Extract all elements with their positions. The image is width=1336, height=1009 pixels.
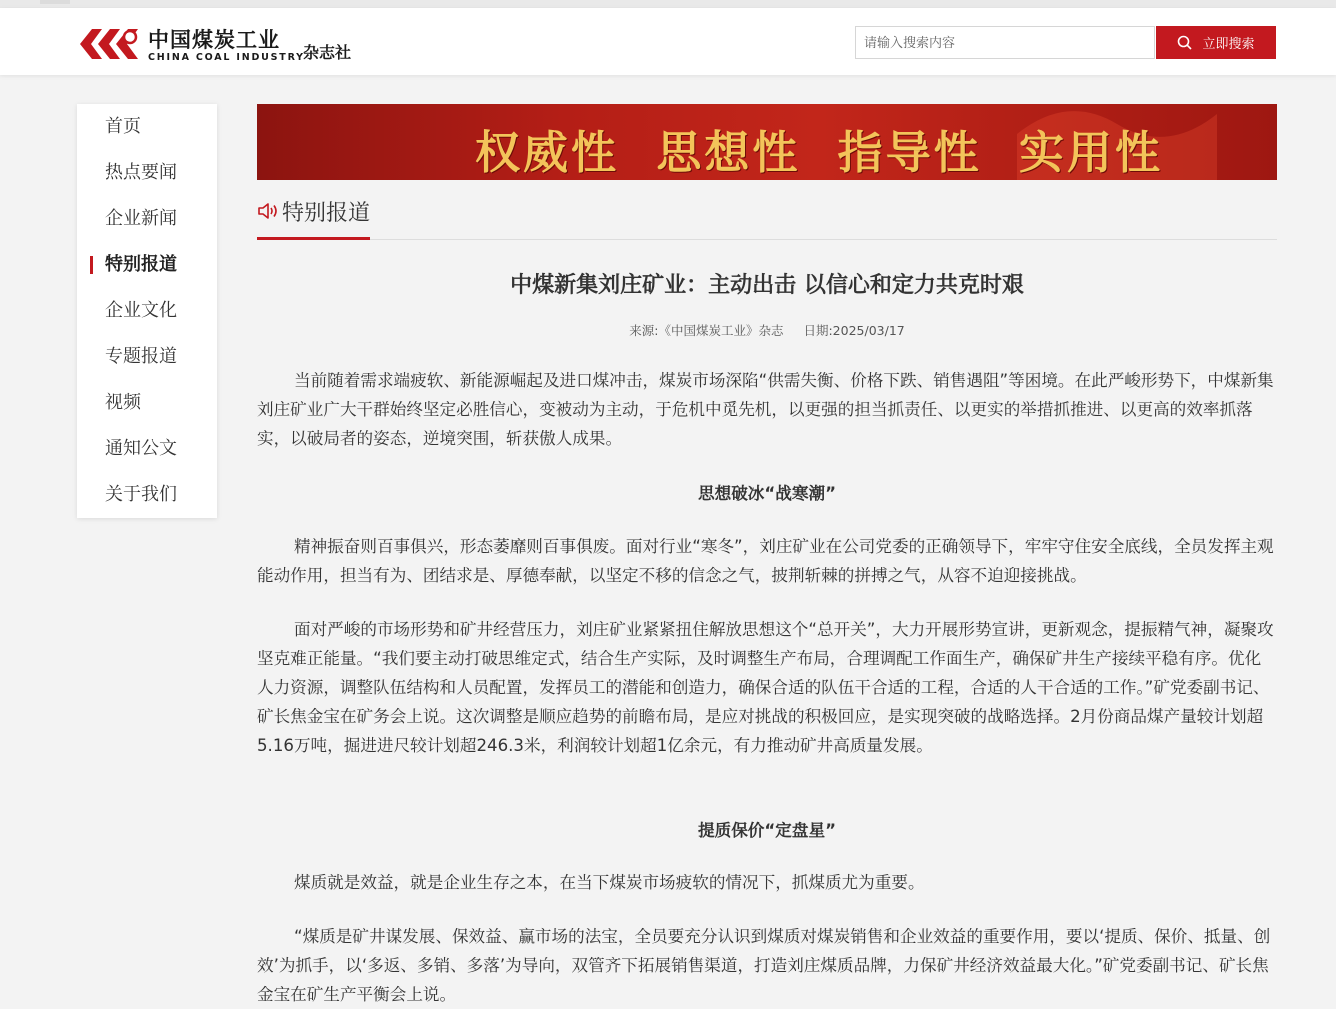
search-icon: [1177, 35, 1192, 50]
article-paragraph: 面对严峻的市场形势和矿井经营压力，刘庄矿业紧紧扭住解放思想这个“总开关”，大力开展形势宣讲，更新观念，提振精气神，凝聚攻坚克难正能量。“我们要主动打破思维定式，结合生产实际，及时调整生产布局，合理调配工作面生产，确保矿井生产接续平稳有序。优化人力资源，调整队伍结构和人员配置，发挥员工的潜能和创造力，确保合适的队伍干合适的工程，合适的人干合适的工作。”矿党委副书记、矿长焦金宝在矿务会上说。这次调整是顺应趋势的前瞻布局，是应对挑战的积极回应，是实现突破的战略选择。2月份商品煤产量较计划超5.16万吨，掘进进尺较计划超246.3米，利润较计划超1亿余元，有力推动矿井高质量发展。: [257, 620, 1274, 755]
article-subheading: 思想破冰“战寒潮”: [698, 484, 836, 503]
coal-logo-icon: [78, 27, 140, 61]
sidebar-nav: [77, 104, 217, 518]
article-paragraph: 煤质就是效益，就是企业生存之本，在当下煤炭市场疲软的情况下，抓煤质尤为重要。: [294, 873, 925, 892]
logo-chinese-name: 中国煤炭工业: [148, 27, 280, 52]
sidebar-item-hot-news[interactable]: 热点要闻: [105, 162, 177, 183]
sidebar-item-video[interactable]: 视频: [105, 392, 141, 413]
search-input[interactable]: [855, 26, 1155, 59]
site-header: [0, 8, 1336, 75]
sidebar-item-about[interactable]: 关于我们: [105, 484, 177, 505]
slogan-banner: [257, 104, 1277, 180]
sidebar-item-special-report[interactable]: 特别报道: [77, 242, 217, 288]
section-divider: [257, 239, 1277, 240]
banner-slogan: 权威性 思想性 指导性 实用性: [475, 126, 1163, 179]
article-subheading: 提质保价“定盘星”: [698, 821, 836, 840]
sidebar-item-culture[interactable]: 企业文化: [105, 300, 177, 321]
site-logo[interactable]: [78, 24, 378, 64]
logo-subtitle: 杂志社: [303, 43, 352, 62]
article-title: 中煤新集刘庄矿业：主动出击 以信心和定力共克时艰: [510, 273, 1024, 298]
speaker-icon: [257, 201, 279, 221]
article-meta: [257, 321, 1277, 339]
sidebar-item-notices[interactable]: 通知公文: [105, 438, 177, 459]
section-underline: [257, 237, 370, 240]
section-title: 特别报道: [282, 201, 371, 226]
article-paragraph: “煤质是矿井谋发展、保效益、赢市场的法宝，全员要充分认识到煤质对煤炭销售和企业效益的重要作用，要以‘提质、保价、抵量、创效’为抓手，以‘多返、多销、多落’为导向，双管齐下拓展销售渠道，打造刘庄煤质品牌，力保矿井经济效益最大化。”矿党委副书记、矿长焦金宝在矿生产平衡会上说。: [257, 927, 1271, 1004]
search-button-label: 立即搜索: [1202, 37, 1255, 52]
article-paragraph: 当前随着需求端疲软、新能源崛起及进口煤冲击，煤炭市场深陷“供需失衡、价格下跌、销售遇阻”等困境。在此严峻形势下，中煤新集刘庄矿业广大干群始终坚定必胜信心，变被动为主动，于危机中觅先机，以更强的担当抓责任、以更实的举措抓推进、以更高的效率抓落实，以破局者的姿态，逆境突围，斩获傲人成果。: [257, 371, 1274, 448]
browser-top-strip: [0, 0, 1336, 8]
article-source: 来源:《中国煤炭工业》杂志: [629, 323, 784, 338]
article-paragraph: 精神振奋则百事俱兴，形态萎靡则百事俱废。面对行业“寒冬”，刘庄矿业在公司党委的正确领导下，牢牢守住安全底线，全员发挥主观能动作用，担当有为、团结求是、厚德奉献，以坚定不移的信念之气，披荆斩棘的拼搏之气，从容不迫迎接挑战。: [257, 537, 1274, 585]
logo-english-name: CHINA COAL INDUSTRY: [148, 52, 305, 63]
search-button[interactable]: [1156, 26, 1276, 59]
sidebar-item-home[interactable]: 首页: [105, 116, 141, 137]
sidebar-item-company-news[interactable]: 企业新闻: [105, 208, 177, 229]
article-date: 日期:2025/03/17: [803, 323, 905, 338]
sidebar-item-topics[interactable]: 专题报道: [105, 346, 177, 367]
browser-tab[interactable]: [40, 0, 70, 4]
